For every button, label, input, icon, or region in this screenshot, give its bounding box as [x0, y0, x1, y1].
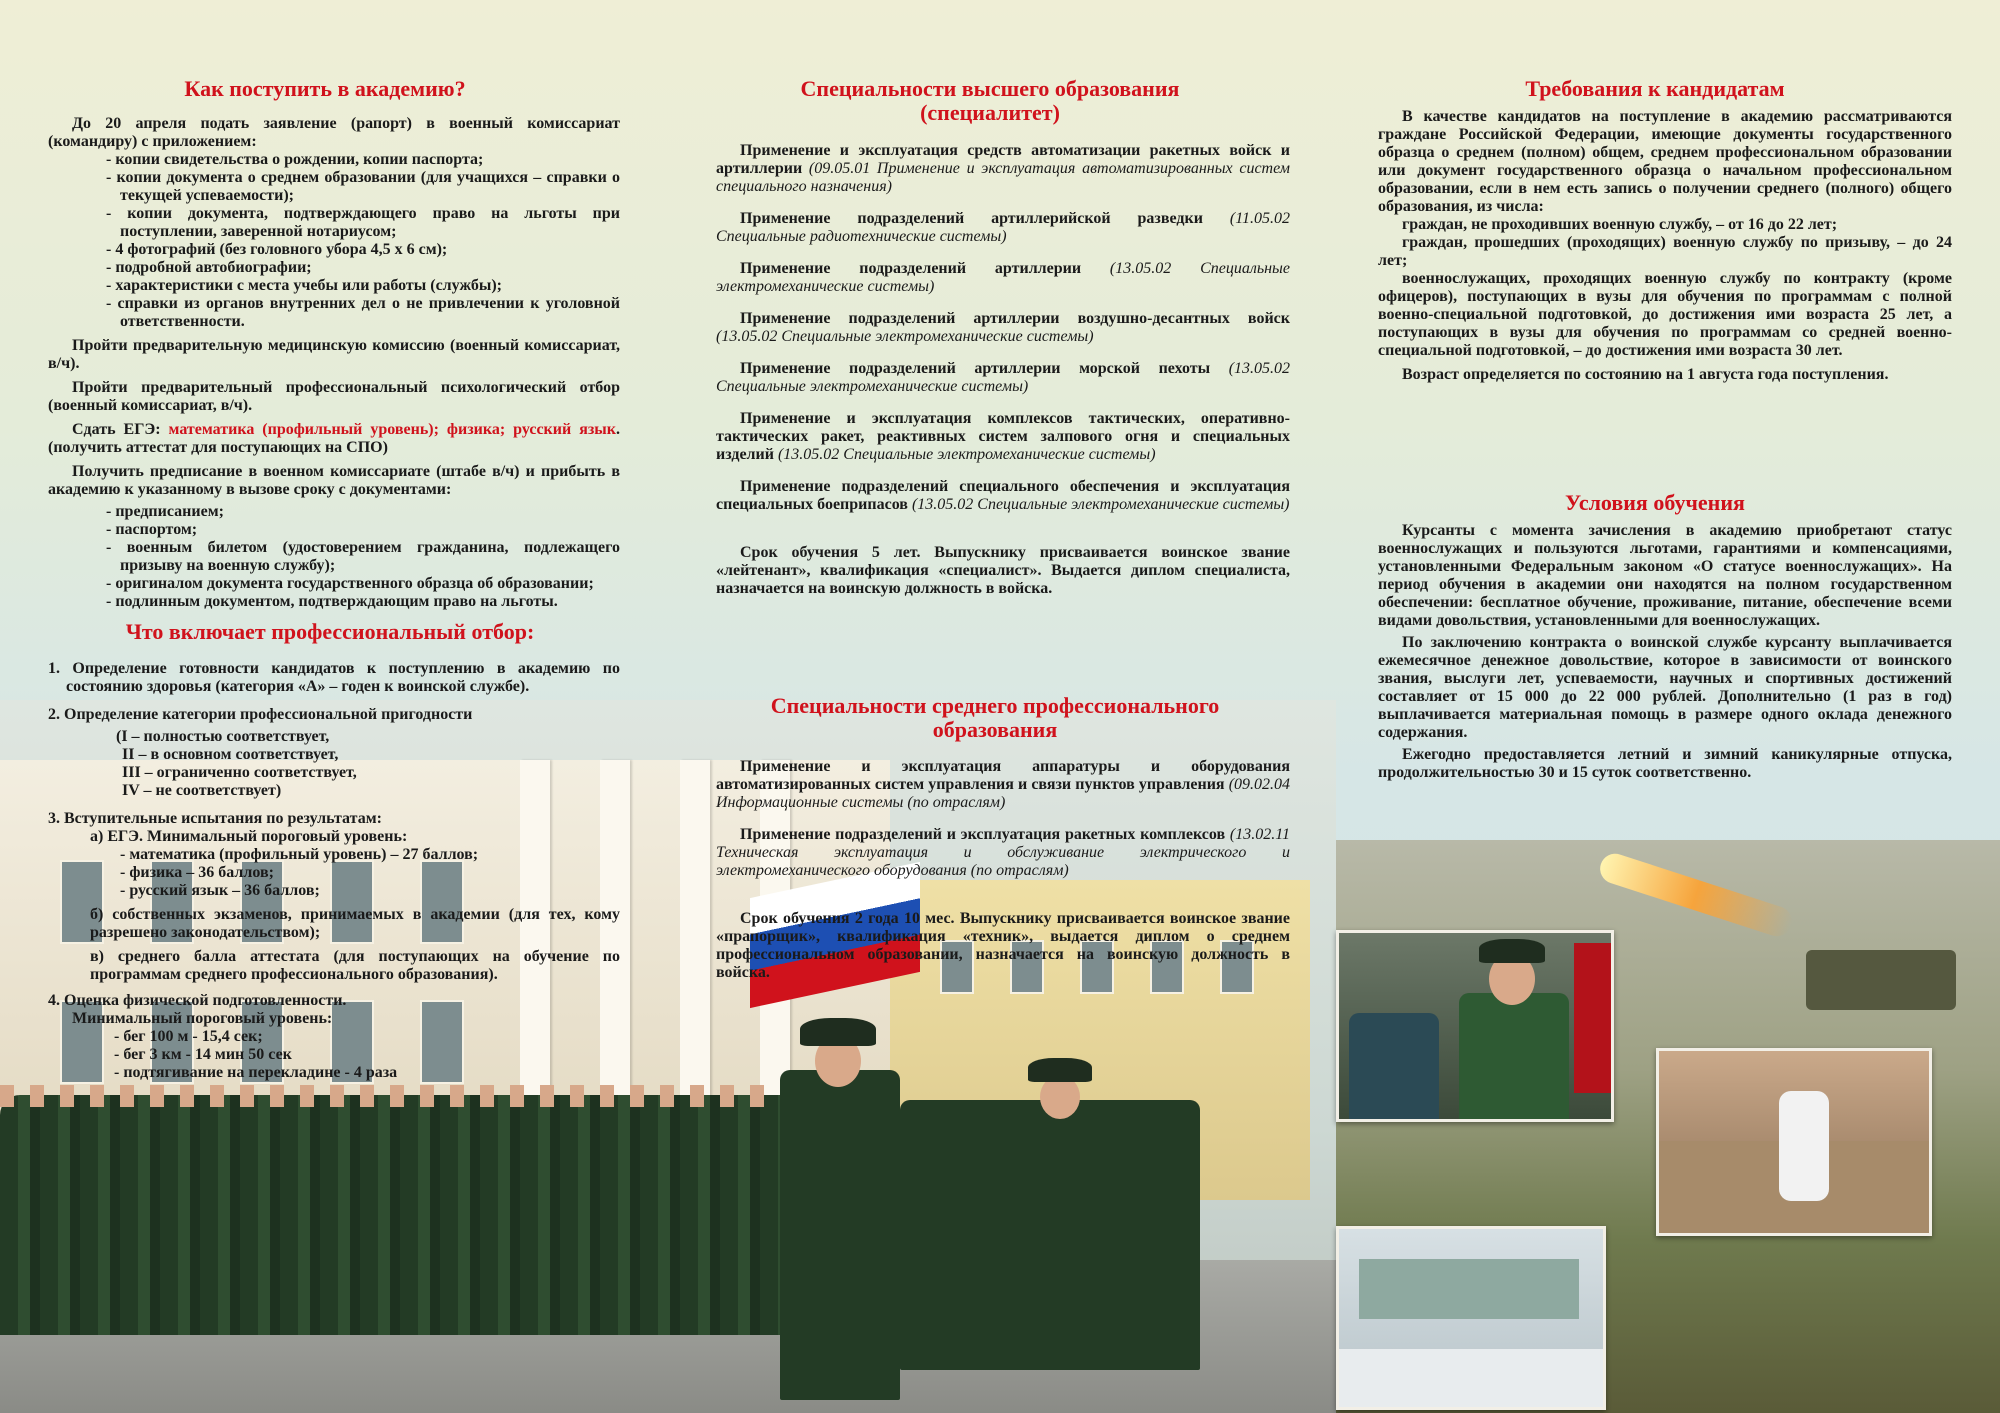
physical-list — [48, 1028, 620, 1082]
ege-subjects: математика (профильный уровень); физика; русский язык — [168, 421, 616, 438]
condition-paragraph: Ежегодно предоставляется летний и зимний каникулярные отпуска, продолжительностью 30 и 15 суток соответственно. — [1378, 746, 1952, 781]
requirement-item: военнослужащих, проходящих военную службу по контракту (кроме офицеров), поступающих в вузы для обучения по программам с полной военно-специальной подготовкой, до достижения ими возраста 25 лет, а поступающих в вузы для обучения по программам со средней военно-специальной подготовкой, – до достижения ими возраста 30 лет. — [1378, 270, 1952, 359]
list-item: - подробной автобиографии; — [106, 259, 312, 276]
spec-name: Применение подразделений артиллерийской разведки — [740, 210, 1203, 227]
list-item: - подлинным документом, подтверждающим право на льготы. — [106, 593, 558, 610]
list-item: - паспортом; — [106, 521, 198, 538]
medical-step: Пройти предварительную медицинскую комиссию (военный комиссариат, в/ч). — [48, 337, 620, 372]
list-item: - характеристики с места учебы или работы (службы); — [106, 277, 502, 294]
order-docs-list — [48, 503, 620, 611]
cadet — [1459, 993, 1569, 1122]
classroom-desks — [1339, 1349, 1603, 1407]
list-item: - копии документа, подтверждающего право на льготы при поступлении, заверенной нотариусом; — [106, 205, 620, 240]
spec-code: (13.05.02 Специальные электромеханические системы) — [777, 446, 1156, 463]
condition-paragraph: По заключению контракта о воинской службе курсанту выплачивается ежемесячное денежное довольствие, которое в зависимости от воинского звания, выслуги лет, успеваемости, научных и спортивных достижений составляет от 15 000 до 22 000 рублей. Дополнительно (1 раз в год) выплачивается материальная помощь в размере одного оклада денежного содержания. — [1378, 634, 1952, 741]
requirement-item: граждан, прошедших (проходящих) военную службу по призыву, – до 24 лет; — [1378, 234, 1952, 269]
physical-threshold: Минимальный пороговый уровень: — [72, 1010, 333, 1027]
spec-code: (13.02.11 Техническая эксплуатация и обслуживание электрического и электромеханического оборудования (по отраслям) — [716, 826, 1291, 879]
apply-intro: До 20 апреля подать заявление (рапорт) в военный комиссариат (командиру) с приложением: — [48, 115, 620, 150]
list-item: IV – не соответствует) — [122, 782, 282, 799]
selection-step-3: 3. Вступительные испытания по результатам: — [48, 810, 382, 827]
soldiers-formation — [0, 1095, 830, 1335]
how-to-apply-title: Как поступить в академию? — [184, 76, 466, 101]
spec-item — [716, 210, 1290, 246]
officer-marching — [780, 1070, 900, 1400]
ege-step — [48, 421, 620, 457]
study-conditions-text — [1378, 522, 1952, 782]
red-banner — [1574, 943, 1614, 1093]
list-item: - предписанием; — [106, 503, 224, 520]
secondary-education-specs — [716, 758, 1290, 982]
higher-term: Срок обучения 5 лет. Выпускнику присваивается воинское звание «лейтенант», квалификация «специалист». Выдается диплом специалиста, назначается на воинскую должность в войска. — [716, 544, 1290, 597]
spec-code: (11.05.02 Специальные радиотехнические системы) — [716, 210, 1290, 245]
spec-name: Применение подразделений артиллерии морской пехоты — [740, 360, 1211, 377]
spec-name: Применение и эксплуатация аппаратуры и оборудования автоматизированных систем управления и связи пунктов управления — [716, 758, 1290, 793]
condition-paragraph: Курсанты с момента зачисления в академию приобретают статус военнослужащих и пользуются льготами, гарантиями и компенсациями, установленными Федеральным законом «О статусе военнослужащих». На период обучения в академии они находятся на полном государственном обеспечении: бесплатное обучение, проживание, питание, обеспечение всеми видами довольствия, установленными для военнослужащих. — [1378, 522, 1952, 629]
apply-docs-list — [48, 151, 620, 331]
higher-education-title: Специальности высшего образования (специалитет) — [800, 76, 1180, 125]
list-item: - бег 3 км - 14 мин 50 сек — [114, 1046, 292, 1063]
higher-education-specs — [716, 142, 1290, 598]
list-item: - копии свидетельства о рождении, копии паспорта; — [106, 151, 484, 168]
cadet-cap — [1479, 939, 1545, 963]
officer-cap — [800, 1018, 876, 1046]
selection-step-1: 1. Определение готовности кандидатов к поступлению в академию по состоянию здоровья (категория «А» – годен к воинской службе). — [48, 660, 620, 695]
classroom-screen — [1359, 1259, 1579, 1319]
spec-code: (09.05.01 Применение и эксплуатация автоматизированных систем специального назначения) — [716, 160, 1291, 195]
classroom-photo — [1336, 1226, 1606, 1410]
spec-name: Применение и эксплуатация комплексов тактических, оперативно-тактических ракет, реактивных систем залпового огня и специальных изделий — [716, 410, 1290, 463]
certificate-score: в) среднего балла аттестата (для поступающих на обучение по программам среднего профессионального образования). — [90, 948, 620, 983]
officer — [1349, 1013, 1439, 1122]
list-item: II – в основном соответствует, — [122, 746, 339, 763]
spec-item — [716, 758, 1290, 812]
rocket-launch-flame — [1596, 850, 1795, 940]
cadets-photo — [1336, 930, 1614, 1122]
requirement-item: граждан, не проходивших военную службу, – от 16 до 22 лет; — [1402, 216, 1838, 233]
selection-title: Что включает профессиональный отбор: — [125, 619, 535, 644]
category-list — [48, 728, 620, 800]
secondary-education-title: Специальности среднего профессионального образования — [770, 693, 1220, 742]
list-item: - военным билетом (удостоверением гражданина, подлежащего призыву на военную службу); — [106, 539, 620, 574]
fighter — [1779, 1091, 1829, 1201]
requirements-title: Требования к кандидатам — [1525, 76, 1785, 101]
list-item: - копии документа о среднем образовании (для учащихся – справки о текущей успеваемости); — [106, 169, 620, 204]
spec-item — [716, 260, 1290, 296]
selection-text — [48, 660, 620, 1082]
list-item: - 4 фотографий (без головного убора 4,5 х 6 см); — [106, 241, 448, 258]
spec-name: Применение подразделений специального обеспечения и эксплуатация специальных боеприпасов — [716, 478, 1290, 513]
study-conditions-title: Условия обучения — [1565, 490, 1745, 515]
selection-step-2: 2. Определение категории профессиональной пригодности — [48, 706, 473, 723]
list-item: - бег 100 м - 15,4 сек; — [114, 1028, 263, 1045]
guard-cap — [1028, 1058, 1092, 1082]
list-item: - математика (профильный уровень) – 27 баллов; — [120, 846, 479, 863]
list-item: (I – полностью соответствует, — [116, 728, 330, 745]
rocket-launcher-vehicle — [1806, 950, 1956, 1010]
list-item: - справки из органов внутренних дел о не привлечении к уголовной ответственности. — [106, 295, 620, 330]
order-step: Получить предписание в военном комиссариате (штабе в/ч) и прибыть в академию к указанному в вызове сроку с документами: — [48, 463, 620, 498]
psychology-step: Пройти предварительный профессиональный психологический отбор (военный комиссариат, в/ч). — [48, 379, 620, 414]
how-to-apply-text — [48, 115, 620, 611]
list-item: III – ограниченно соответствует, — [122, 764, 357, 781]
soldiers-faces — [0, 1085, 830, 1107]
list-item: - оригиналом документа государственного образца об образовании; — [106, 575, 594, 592]
requirements-text — [1378, 108, 1952, 384]
own-exams: б) собственных экзаменов, принимаемых в академии (для тех, кому разрешено законодательством); — [90, 906, 620, 941]
sport-hall-photo — [1656, 1048, 1932, 1236]
ege-suffix: . (получить аттестат для поступающих на СПО) — [48, 421, 620, 456]
spec-item — [716, 478, 1290, 514]
spec-name: Применение подразделений артиллерии воздушно-десантных войск — [740, 310, 1290, 327]
spec-code: (13.05.02 Специальные электромеханические системы) — [911, 496, 1290, 513]
ege-threshold: а) ЕГЭ. Минимальный пороговый уровень: — [90, 828, 408, 845]
spec-item — [716, 142, 1290, 196]
spec-name: Применение и эксплуатация средств автоматизации ракетных войск и артиллерии — [716, 142, 1290, 177]
spec-item — [716, 826, 1290, 880]
list-item: - физика – 36 баллов; — [120, 864, 274, 881]
ege-prefix: Сдать ЕГЭ: — [72, 421, 169, 438]
selection-step-4: 4. Оценка физической подготовленности. — [48, 992, 347, 1009]
secondary-term: Срок обучения 2 года 10 мес. Выпускнику присваивается воинское звание «прапорщик», квалификация «техник», выдается диплом о среднем профессиональном образовании, назначается на воинскую должность в войска. — [716, 910, 1290, 981]
ege-threshold-list — [48, 846, 620, 900]
spec-name: Применение подразделений и эксплуатация ракетных комплексов — [740, 826, 1226, 843]
spec-item — [716, 410, 1290, 464]
requirements-intro: В качестве кандидатов на поступление в академию рассматриваются граждане Российской Федерации, имеющие документы государственного образца о среднем (полном) общем, среднем профессиональном образовании или документ государственного образца о начальном профессиональном образовании, если в нем есть запись о получении среднего (полного) общего образования, из числа: — [1378, 108, 1952, 215]
spec-code: (13.05.02 Специальные электромеханические системы) — [716, 260, 1290, 295]
spec-code: (13.05.02 Специальные электромеханические системы) — [716, 360, 1291, 395]
age-note: Возраст определяется по состоянию на 1 августа года поступления. — [1402, 366, 1889, 383]
color-guard — [900, 1100, 1200, 1370]
spec-code: (13.05.02 Специальные электромеханические системы) — [716, 328, 1094, 345]
list-item: - русский язык – 36 баллов; — [120, 882, 320, 899]
spec-item — [716, 310, 1290, 346]
spec-item — [716, 360, 1290, 396]
spec-name: Применение подразделений артиллерии — [740, 260, 1082, 277]
spec-code: (09.02.04 Информационные системы (по отраслям) — [716, 776, 1291, 811]
list-item: - подтягивание на перекладине - 4 раза — [114, 1064, 398, 1081]
